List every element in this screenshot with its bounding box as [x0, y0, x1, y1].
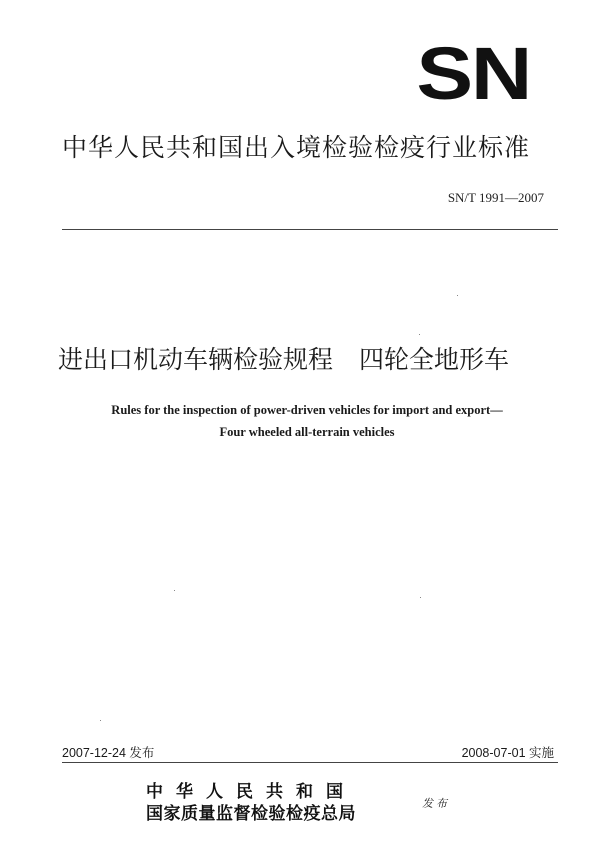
implementation-date: 2008-07-01 实施 [461, 746, 554, 760]
issuer-country: 中华人民共和国 [146, 782, 356, 802]
chinese-title-sub: 四轮全地形车 [359, 345, 510, 374]
publish-label: 发布 [422, 797, 450, 810]
issue-date: 2007-12-24 发布 [62, 746, 155, 760]
scan-speck [420, 597, 421, 598]
industry-standard-title: 中华人民共和国出入境检验检疫行业标准 [62, 133, 531, 162]
footer-divider [62, 762, 558, 763]
header-divider [62, 229, 558, 230]
scan-speck [100, 720, 101, 721]
standard-number: SN/T 1991—2007 [447, 190, 544, 205]
english-title-line-1: Rules for the inspection of power-driven vehicles for import and export— [111, 403, 503, 417]
scan-speck [457, 295, 458, 296]
scan-speck [419, 334, 420, 335]
issuer-agency: 国家质量监督检验检疫总局 [146, 804, 356, 824]
english-title-line-2: Four wheeled all-terrain vehicles [219, 425, 395, 439]
scan-speck [174, 590, 175, 591]
sn-logo: SN [416, 32, 530, 115]
chinese-title [58, 343, 568, 377]
chinese-title-main: 进出口机动车辆检验规程 [58, 345, 334, 374]
